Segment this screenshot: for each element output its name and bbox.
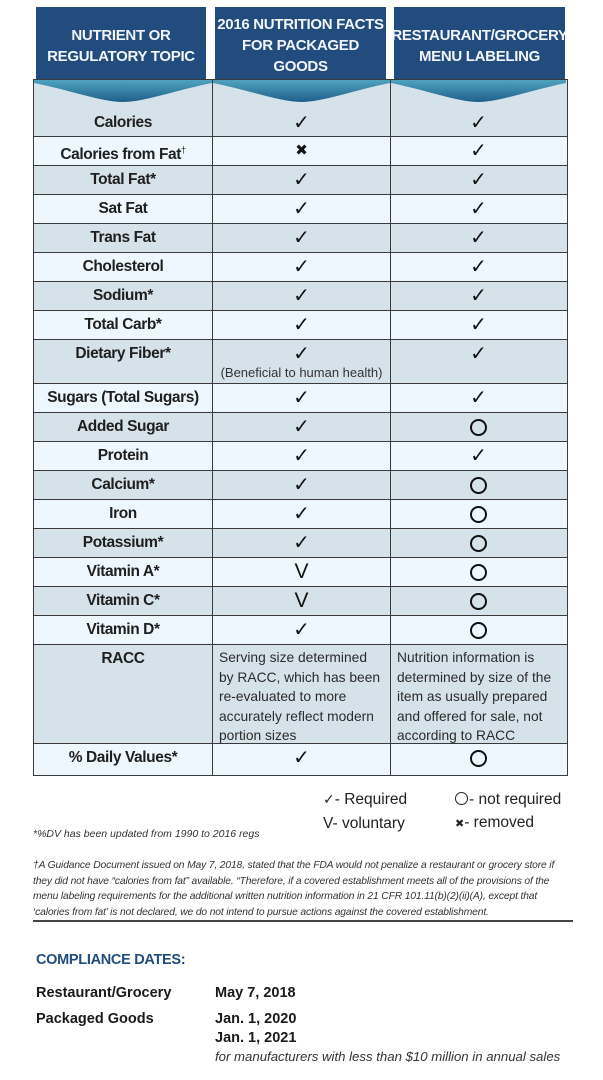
menu-cell: [391, 340, 566, 383]
table-row: [34, 557, 567, 586]
packaged-cell: [213, 529, 391, 557]
comparison-table: [33, 79, 568, 776]
packaged-note: (Beneficial to human health): [220, 365, 383, 380]
packaged-cell: [213, 413, 391, 441]
topic-label: [84, 311, 161, 338]
restaurant-label: Restaurant/Grocery: [36, 985, 172, 1001]
topic-label: [94, 109, 152, 136]
menu-cell: [391, 413, 566, 441]
circle-icon: [470, 535, 487, 552]
topic-cell: [34, 616, 213, 644]
dagger-footnote: †A Guidance Document issued on May 7, 2018, stated that the FDA would not penalize a restaurant or grocery store if they did not have “calories from fat” available. “Therefore, if a covered establishment meets all of the provisions of the menu labeling requirements for the additional written nutrition information in 21 CFR 101.11(b)(2)(ii)(A), except that ‘calories from fat’ is not declared, we do not intend to pursue actions against the covered establishment.: [33, 860, 555, 918]
text-line: by RACC, which has been: [219, 669, 381, 685]
text-line: portion sizes: [219, 728, 297, 743]
packaged-cell: [213, 645, 391, 743]
circle-icon: [470, 506, 487, 523]
topic-label: [101, 645, 144, 672]
header-line: FOR PACKAGED GOODS: [242, 37, 359, 75]
table-row: [34, 412, 567, 441]
topic-text: Sodium*: [92, 287, 154, 304]
menu-cell: [391, 282, 566, 310]
check-icon: ✓: [470, 254, 487, 278]
packaged-cell: [213, 471, 391, 499]
topic-label: [90, 166, 155, 193]
table-row: [34, 310, 567, 339]
text-line: determined by size of the: [397, 669, 552, 685]
packaged-cell: [213, 744, 391, 775]
menu-cell: [391, 195, 566, 223]
table-row: [34, 615, 567, 644]
topic-cell: [34, 744, 213, 775]
check-icon: ✓: [470, 167, 487, 191]
table-row: [34, 470, 567, 499]
packaged-cell: [213, 384, 391, 412]
menu-cell: [391, 558, 566, 586]
table-row: [34, 743, 567, 775]
topic-cell: [34, 340, 213, 383]
packaged-cell: [213, 224, 391, 252]
restaurant-date: May 7, 2018: [215, 985, 296, 1001]
text-line: re-evaluated to more: [219, 689, 347, 704]
circle-icon: [470, 564, 487, 581]
check-icon: ✓: [293, 196, 310, 220]
table-row: [34, 136, 567, 165]
x-icon: ✖: [295, 141, 308, 159]
check-icon: ✓: [293, 312, 310, 336]
packaged-cell: [213, 195, 391, 223]
topic-cell: [34, 529, 213, 557]
topic-cell: [34, 413, 213, 441]
menu-cell: [391, 442, 566, 470]
topic-cell: [34, 224, 213, 252]
topic-text: Vitamin A*: [86, 563, 160, 580]
voluntary-v-icon: V: [294, 589, 309, 612]
check-icon: ✓: [293, 110, 310, 134]
legend-label: - not required: [469, 791, 562, 808]
header-line: MENU LABELING: [418, 47, 541, 65]
menu-cell: [391, 500, 566, 528]
racc-packaged-text: [213, 645, 380, 746]
table-row: [34, 499, 567, 528]
check-icon: ✓: [470, 225, 487, 249]
topic-text: Calcium*: [91, 476, 155, 493]
check-icon: ✓: [293, 617, 310, 641]
header-line: REGULATORY TOPIC: [47, 47, 195, 65]
topic-label: [86, 587, 159, 614]
topic-text: Protein: [97, 447, 149, 464]
packaged-cell: [213, 80, 391, 136]
legend-voluntary: V- voluntary: [323, 815, 405, 832]
table-row: [34, 339, 567, 383]
check-icon: ✓: [470, 283, 487, 307]
racc-menu-text: [391, 645, 551, 746]
topic-text: Total Fat*: [90, 171, 156, 188]
divider: [33, 920, 573, 922]
check-icon: ✓: [470, 443, 487, 467]
packaged-cell: [213, 587, 391, 615]
menu-cell: [391, 744, 566, 775]
topic-text: Calories from Fat: [60, 146, 182, 163]
menu-cell: [391, 80, 566, 136]
table-row: [34, 80, 567, 136]
circle-icon: [470, 593, 487, 610]
circle-icon: [470, 622, 487, 639]
topic-text: Trans Fat: [90, 229, 156, 246]
topic-cell: [34, 282, 213, 310]
text-line: and offered for sale, not: [397, 708, 543, 724]
table-row: [34, 586, 567, 615]
text-line: Serving size determined: [219, 650, 368, 665]
packaged-cell: [213, 442, 391, 470]
topic-text: Sat Fat: [98, 200, 148, 217]
table-row: [34, 165, 567, 194]
check-icon: ✓: [470, 196, 487, 220]
topic-cell: [34, 137, 213, 165]
topic-cell: [34, 500, 213, 528]
legend-left: [323, 788, 407, 835]
menu-cell: [391, 137, 566, 165]
topic-label: [77, 413, 169, 440]
header-nutrient-topic: [36, 7, 206, 80]
text-line: according to RACC: [397, 728, 516, 743]
packaged-date-1: Jan. 1, 2020: [215, 1011, 297, 1027]
menu-cell: [391, 311, 566, 339]
packaged-cell: [213, 558, 391, 586]
topic-label: [109, 500, 137, 527]
menu-cell: [391, 471, 566, 499]
check-icon: ✓: [293, 530, 310, 554]
menu-cell: [391, 529, 566, 557]
check-icon: ✓: [293, 472, 310, 496]
packaged-cell: [213, 253, 391, 281]
small-manufacturer-note: for manufacturers with less than $10 million in annual sales: [215, 1049, 561, 1064]
topic-cell: [34, 558, 213, 586]
header-menu-labeling: [391, 7, 568, 80]
topic-label: [83, 529, 163, 556]
table-row: [34, 644, 567, 743]
packaged-cell: [213, 311, 391, 339]
legend-label: - Required: [334, 791, 408, 808]
topic-label: [75, 340, 170, 367]
topic-label: [47, 384, 199, 411]
topic-cell: [34, 587, 213, 615]
check-icon: ✓: [293, 443, 310, 467]
table-row: [34, 194, 567, 223]
check-icon: ✓: [323, 792, 335, 808]
check-icon: ✓: [293, 745, 310, 769]
chevron-banner: [34, 80, 212, 108]
check-icon: ✓: [470, 341, 487, 365]
topic-label: [87, 558, 160, 585]
text-line: Nutrition information is: [397, 650, 535, 665]
header-line: NUTRIENT OR: [71, 26, 171, 44]
topic-label: [86, 616, 159, 643]
topic-text: % Daily Values*: [68, 749, 178, 766]
table-row: [34, 528, 567, 557]
packaged-cell: [213, 500, 391, 528]
topic-label: [69, 744, 178, 771]
menu-cell: [391, 253, 566, 281]
packaged-cell: [213, 137, 391, 165]
table-row: [34, 223, 567, 252]
topic-label: [83, 253, 164, 280]
packaged-cell: [213, 340, 391, 383]
topic-cell: [34, 442, 213, 470]
legend-label: - removed: [464, 814, 534, 831]
check-icon: ✓: [293, 385, 310, 409]
topic-text: Vitamin D*: [86, 621, 160, 638]
topic-label: [91, 471, 154, 498]
topic-label: [98, 442, 149, 469]
header-packaged-goods: [215, 7, 386, 80]
table-row: [34, 441, 567, 470]
topic-label: [60, 137, 185, 168]
check-icon: ✓: [293, 414, 310, 438]
text-line: item as usually prepared: [397, 689, 548, 704]
topic-text: Added Sugar: [76, 418, 170, 435]
circle-icon: [455, 792, 468, 805]
topic-text: Dietary Fiber*: [75, 345, 171, 362]
topic-label: [93, 282, 153, 309]
legend-required: [323, 788, 407, 812]
topic-cell: [34, 384, 213, 412]
topic-cell: [34, 471, 213, 499]
check-icon: ✓: [293, 283, 310, 307]
dv-footnote: *%DV has been updated from 1990 to 2016 regs: [33, 828, 260, 840]
circle-icon: [470, 477, 487, 494]
check-icon: ✓: [470, 312, 487, 336]
check-icon: ✓: [293, 341, 310, 365]
check-icon: ✓: [470, 385, 487, 409]
table-row: [34, 281, 567, 310]
topic-text: Iron: [109, 505, 137, 522]
packaged-label: Packaged Goods: [36, 1011, 154, 1027]
check-icon: ✓: [470, 138, 487, 162]
packaged-date-2: Jan. 1, 2021: [215, 1030, 297, 1046]
menu-cell: [391, 587, 566, 615]
check-icon: ✓: [293, 167, 310, 191]
topic-text: Sugars (Total Sugars): [47, 389, 199, 406]
table-row: [34, 383, 567, 412]
dagger-mark: †: [181, 145, 186, 155]
topic-text: Vitamin C*: [86, 592, 160, 609]
menu-cell: [391, 645, 566, 743]
header-line: 2016 NUTRITION FACTS: [217, 16, 384, 33]
check-icon: ✓: [293, 254, 310, 278]
topic-cell: [34, 645, 213, 743]
check-icon: ✓: [293, 225, 310, 249]
legend-not-required: [455, 788, 561, 811]
check-icon: ✓: [293, 501, 310, 525]
legend-removed: [455, 811, 561, 835]
topic-text: Total Carb*: [84, 316, 162, 333]
circle-icon: [470, 750, 487, 767]
packaged-cell: [213, 616, 391, 644]
topic-cell: [34, 311, 213, 339]
chevron-banner: [213, 80, 390, 108]
circle-icon: [470, 419, 487, 436]
check-icon: ✓: [470, 110, 487, 134]
header-line: RESTAURANT/GROCERY: [391, 26, 568, 44]
topic-label: [99, 195, 148, 222]
chevron-banner: [391, 80, 566, 108]
text-line: accurately reflect modern: [219, 708, 374, 724]
topic-cell: [34, 80, 213, 136]
topic-text: Potassium*: [82, 534, 164, 551]
packaged-cell: [213, 282, 391, 310]
topic-cell: [34, 253, 213, 281]
topic-text: Cholesterol: [82, 258, 164, 275]
menu-cell: [391, 384, 566, 412]
compliance-title: COMPLIANCE DATES:: [36, 952, 186, 968]
packaged-cell: [213, 166, 391, 194]
voluntary-v-icon: V: [294, 560, 309, 583]
topic-cell: [34, 166, 213, 194]
legend-right: [455, 788, 561, 835]
topic-cell: [34, 195, 213, 223]
topic-text: Calories: [94, 114, 152, 131]
x-icon: ✖: [455, 817, 465, 830]
menu-cell: [391, 166, 566, 194]
menu-cell: [391, 616, 566, 644]
table-row: [34, 252, 567, 281]
topic-label: [90, 224, 155, 251]
topic-text: RACC: [101, 650, 145, 667]
menu-cell: [391, 224, 566, 252]
